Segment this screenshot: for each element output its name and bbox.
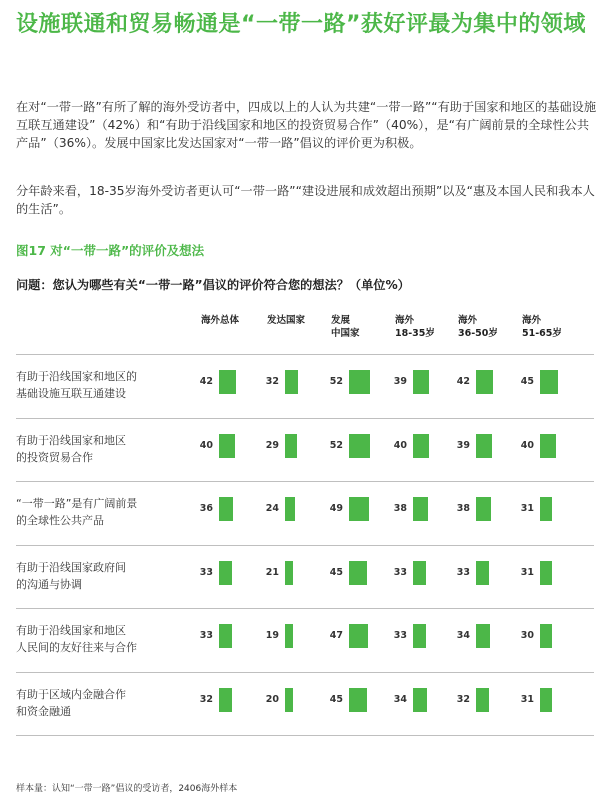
- column-header: 海外 36-50岁: [458, 315, 498, 339]
- data-label: 45: [329, 566, 343, 578]
- value-bar: [349, 688, 367, 712]
- data-label: 31: [520, 566, 534, 578]
- data-label: 39: [393, 376, 407, 387]
- value-bar: [476, 434, 492, 458]
- value-bar: [349, 370, 370, 394]
- row-divider: [16, 545, 594, 546]
- row-divider: [16, 481, 594, 482]
- row-label: 有助于区域内金融合作 和资金融通: [16, 687, 126, 718]
- row-divider: [16, 608, 594, 609]
- data-label: 42: [456, 376, 470, 387]
- data-label: 33: [456, 566, 470, 578]
- data-label: 39: [456, 439, 470, 451]
- data-label: 33: [199, 566, 213, 578]
- data-label: 40: [199, 439, 213, 451]
- data-label: 45: [520, 376, 534, 387]
- value-bar: [285, 434, 297, 458]
- row-divider: [16, 354, 594, 355]
- row-label: 有助于沿线国家和地区 人民间的友好往来与合作: [16, 624, 137, 654]
- data-label: 49: [329, 503, 343, 514]
- value-bar: [413, 561, 426, 585]
- data-label: 30: [520, 630, 534, 641]
- survey-question: 问题：您认为哪些有关“一带一路”倡议的评价符合您的想法？（单位%）: [16, 278, 410, 292]
- value-bar: [413, 434, 429, 458]
- data-label: 31: [520, 693, 534, 705]
- value-bar: [285, 370, 298, 394]
- data-label: 31: [520, 503, 534, 514]
- value-bar: [219, 497, 233, 521]
- data-label: 52: [329, 439, 343, 451]
- value-bar: [476, 688, 489, 712]
- data-label: 40: [520, 439, 534, 451]
- value-bar: [540, 434, 556, 458]
- data-label: 33: [393, 566, 407, 578]
- value-bar: [285, 561, 293, 585]
- value-bar: [476, 497, 491, 521]
- data-label: 24: [265, 503, 279, 514]
- data-label: 34: [393, 693, 407, 705]
- data-label: 32: [265, 376, 279, 387]
- data-label: 36: [199, 503, 213, 514]
- row-label: “一带一路”是有广阔前景 的全球性公共产品: [16, 497, 138, 527]
- data-label: 47: [329, 630, 343, 641]
- sample-footnote: 样本量：认知“一带一路”倡议的受访者，2406海外样本: [16, 784, 238, 794]
- page-title: 设施联通和贸易畅通是“一带一路”获好评最为集中的领域: [16, 12, 586, 37]
- value-bar: [476, 624, 490, 648]
- data-label: 40: [393, 439, 407, 451]
- value-bar: [476, 561, 489, 585]
- data-label: 20: [265, 693, 279, 705]
- row-label: 有助于沿线国家政府间 的沟通与协调: [16, 560, 126, 591]
- row-divider: [16, 735, 594, 736]
- row-divider: [16, 418, 594, 419]
- value-bar: [219, 624, 232, 648]
- data-label: 32: [199, 693, 213, 705]
- data-label: 38: [393, 503, 407, 514]
- row-label: 有助于沿线国家和地区 的投资贸易合作: [16, 433, 126, 464]
- value-bar: [540, 497, 552, 521]
- value-bar: [285, 624, 293, 648]
- value-bar: [349, 561, 367, 585]
- data-label: 34: [456, 630, 470, 641]
- value-bar: [285, 688, 293, 712]
- value-bar: [540, 688, 552, 712]
- value-bar: [540, 561, 552, 585]
- value-bar: [413, 370, 429, 394]
- row-label: 有助于沿线国家和地区的 基础设施互联互通建设: [16, 370, 137, 400]
- data-label: 21: [265, 566, 279, 578]
- value-bar: [540, 624, 552, 648]
- figure-title: 图17 对“一带一路”的评价及想法: [16, 243, 205, 258]
- intro-paragraph: 在对“一带一路”有所了解的海外受访者中，四成以上的人认为共建“一带一路”“有助于国家和地区的基础设施互联互通建设”（42%）和“有助于沿线国家和地区的投资贸易合作”（40%），是“有广阔前景的全球性公共产品”（36%）。发展中国家比发达国家对“一带一路”倡议的评价更为积极。: [16, 100, 597, 150]
- row-divider: [16, 672, 594, 673]
- value-bar: [349, 497, 369, 521]
- value-bar: [219, 688, 232, 712]
- data-label: 19: [265, 630, 279, 641]
- data-label: 33: [199, 630, 213, 641]
- value-bar: [349, 624, 368, 648]
- data-label: 33: [393, 630, 407, 641]
- data-label: 32: [456, 693, 470, 705]
- data-label: 52: [329, 376, 343, 387]
- value-bar: [413, 497, 428, 521]
- data-label: 38: [456, 503, 470, 514]
- data-label: 45: [329, 693, 343, 705]
- column-header: 海外总体: [201, 315, 240, 326]
- value-bar: [349, 434, 370, 458]
- value-bar: [219, 370, 236, 394]
- column-header: 海外 51-65岁: [522, 315, 562, 339]
- data-label: 29: [265, 439, 279, 451]
- column-header: 发达国家: [267, 315, 306, 326]
- value-bar: [476, 370, 493, 394]
- value-bar: [219, 434, 235, 458]
- value-bar: [413, 624, 426, 648]
- column-header: 发展 中国家: [331, 315, 360, 339]
- value-bar: [413, 688, 427, 712]
- age-paragraph: 分年龄来看，18-35岁海外受访者更认可“一带一路”“建设进展和成效超出预期”以及“惠及本国人民和我本人的生活”。: [16, 184, 595, 216]
- value-bar: [285, 497, 295, 521]
- column-header: 海外 18-35岁: [395, 315, 435, 339]
- value-bar: [219, 561, 232, 585]
- data-label: 42: [199, 376, 213, 387]
- value-bar: [540, 370, 558, 394]
